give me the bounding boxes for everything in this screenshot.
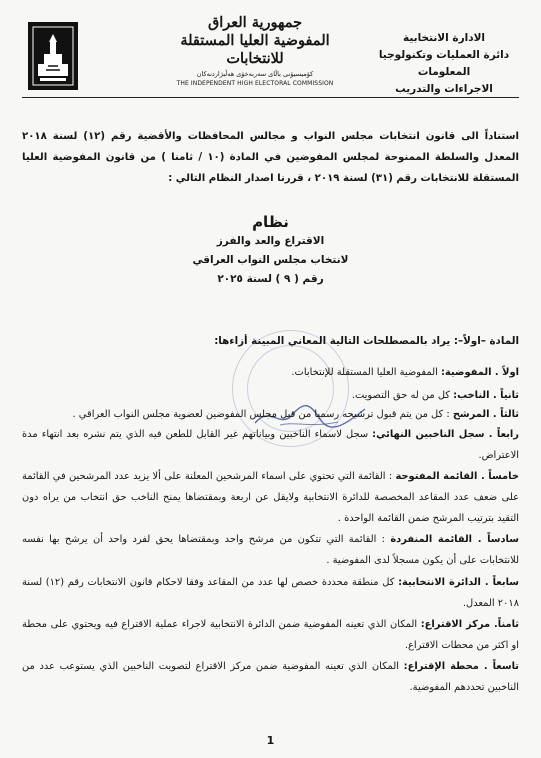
definition-4	[22, 424, 519, 466]
header-divider	[22, 97, 519, 98]
definition-6	[22, 529, 519, 571]
department-line-2: دائرة العمليات وتكنولوجيا المعلومات	[378, 49, 510, 78]
republic-name: جمهورية العراق	[207, 14, 303, 31]
definition-text: : القائمة التي تتكون من مرشح واحد وبمقتضاها يحق لفرد واحد أن يرشح بها نفسه للانتخابات على أن يكون مسجلاً لدى المفوضية .	[22, 534, 519, 566]
definition-term: سابعاً . الدائرة الانتخابية:	[398, 577, 519, 588]
definition-5	[22, 466, 519, 529]
definition-term: ثالثاً . المرشح	[452, 409, 519, 420]
commission-name-arabic: المفوضية العليا المستقلة للانتخابات	[180, 32, 330, 67]
regulation-number: رقم ( ٩ ) لسنة ٢٠٢٥	[217, 273, 324, 285]
commission-header	[160, 14, 350, 89]
definition-term: تاسعاً . محطة الإقتراع:	[403, 661, 519, 672]
definition-term: خامساً . القائمة المفتوحة	[395, 471, 519, 482]
definition-text: المفوضية العليا المستقلة للإنتخابات.	[291, 367, 441, 378]
department-line-1: الادارة الانتخابية	[402, 32, 486, 44]
definition-3	[22, 404, 519, 425]
regulation-title-block	[0, 212, 541, 289]
ihec-logo	[28, 22, 78, 90]
department-line-3: الاجراءات والتدريب	[395, 83, 493, 95]
definition-text: كل منطقة محددة خصص لها عدد من المقاعد وفقا لاحكام قانون الانتخابات رقم (١٢) لسنة ٢٠١٨ المعدل.	[22, 577, 519, 609]
preamble-paragraph: استناداً الى قانون انتخابات مجلس النواب و مجالس المحافظات والأقضية رقم (١٢) لسنة ٢٠١٨ المعدل والسلطة الممنوحة لمجلس المفوضين في المادة (١٠ / ثامنا ) من قانون المفوضية العليا المستقلة للانتخابات رقم (٣١) لسنة ٢٠١٩ ، قررنا اصدار النظام التالي :	[22, 131, 520, 184]
page-number: 1	[266, 734, 275, 747]
definition-term: سادساً . القائمة المنفردة	[390, 534, 519, 545]
regulation-subtitle-2: لانتخاب مجلس النواب العراقي	[192, 254, 349, 266]
definition-1	[22, 362, 519, 383]
definition-term: ثانياً . الناخب:	[453, 390, 519, 401]
article-heading: المادة –اولاً–: يراد بالمصطلحات التالية المعاني المبينة أزاءها:	[214, 335, 519, 347]
definition-text: : كل من يتم قبول ترشيحه رسميا من قبل مجلس المفوضين لعضوية مجلس النواب العراقي .	[72, 409, 453, 420]
definition-9	[22, 656, 519, 698]
definition-term: اولاً . المفوضية:	[440, 367, 519, 378]
regulation-title: نظام	[252, 213, 289, 231]
definition-7	[22, 572, 519, 614]
commission-name-kurdish: كۆمیسیۆنی باڵای سەربەخۆی هەڵبژاردنەکان	[196, 70, 314, 78]
definition-text: : القائمة التي تحتوي على اسماء المرشحين المعلنة على ألا يزيد عدد المرشحين في القائمة على ضعف عدد المقاعد المخصصة للدائرة الانتخابية ولايقل عن اربعة وبمقتضاها يمنح الناخب حق انتخاب من يراه دون التقيد بترتيب المرشح ضمن القائمة الواحدة .	[22, 471, 519, 524]
definition-term: ثامناً. مركز الاقتراع:	[420, 619, 520, 630]
definition-text: كل من له حق التصويت.	[351, 390, 454, 401]
definition-2	[22, 385, 519, 406]
definition-8	[22, 614, 519, 656]
definition-text: سجل لاسماء الناخبين وبياناتهم غير القابل للطعن فيه الذي يتم نشره بعد انتهاء مدة الاعتراض.	[22, 429, 519, 461]
definition-term: رابعاً . سجل الناخبين النهائي:	[372, 429, 519, 440]
regulation-subtitle-1: الاقتراع والعد والفرز	[216, 235, 325, 247]
department-block	[369, 30, 519, 98]
definition-text: المكان الذي تعينه المفوضية ضمن الدائرة الانتخابية لاجراء عملية الاقتراع فيه ويحتوي على محطة او اكثر من محطات الاقتراع.	[22, 619, 519, 651]
definition-text: المكان الذي تعينه المفوضية ضمن مركز الاقتراع لتصويت الناخبين الذي يستوعب عدد من الناخبين تحددهم المفوضية.	[22, 661, 519, 693]
commission-name-english: THE INDEPENDENT HIGH ELECTORAL COMMISSION	[176, 80, 334, 87]
